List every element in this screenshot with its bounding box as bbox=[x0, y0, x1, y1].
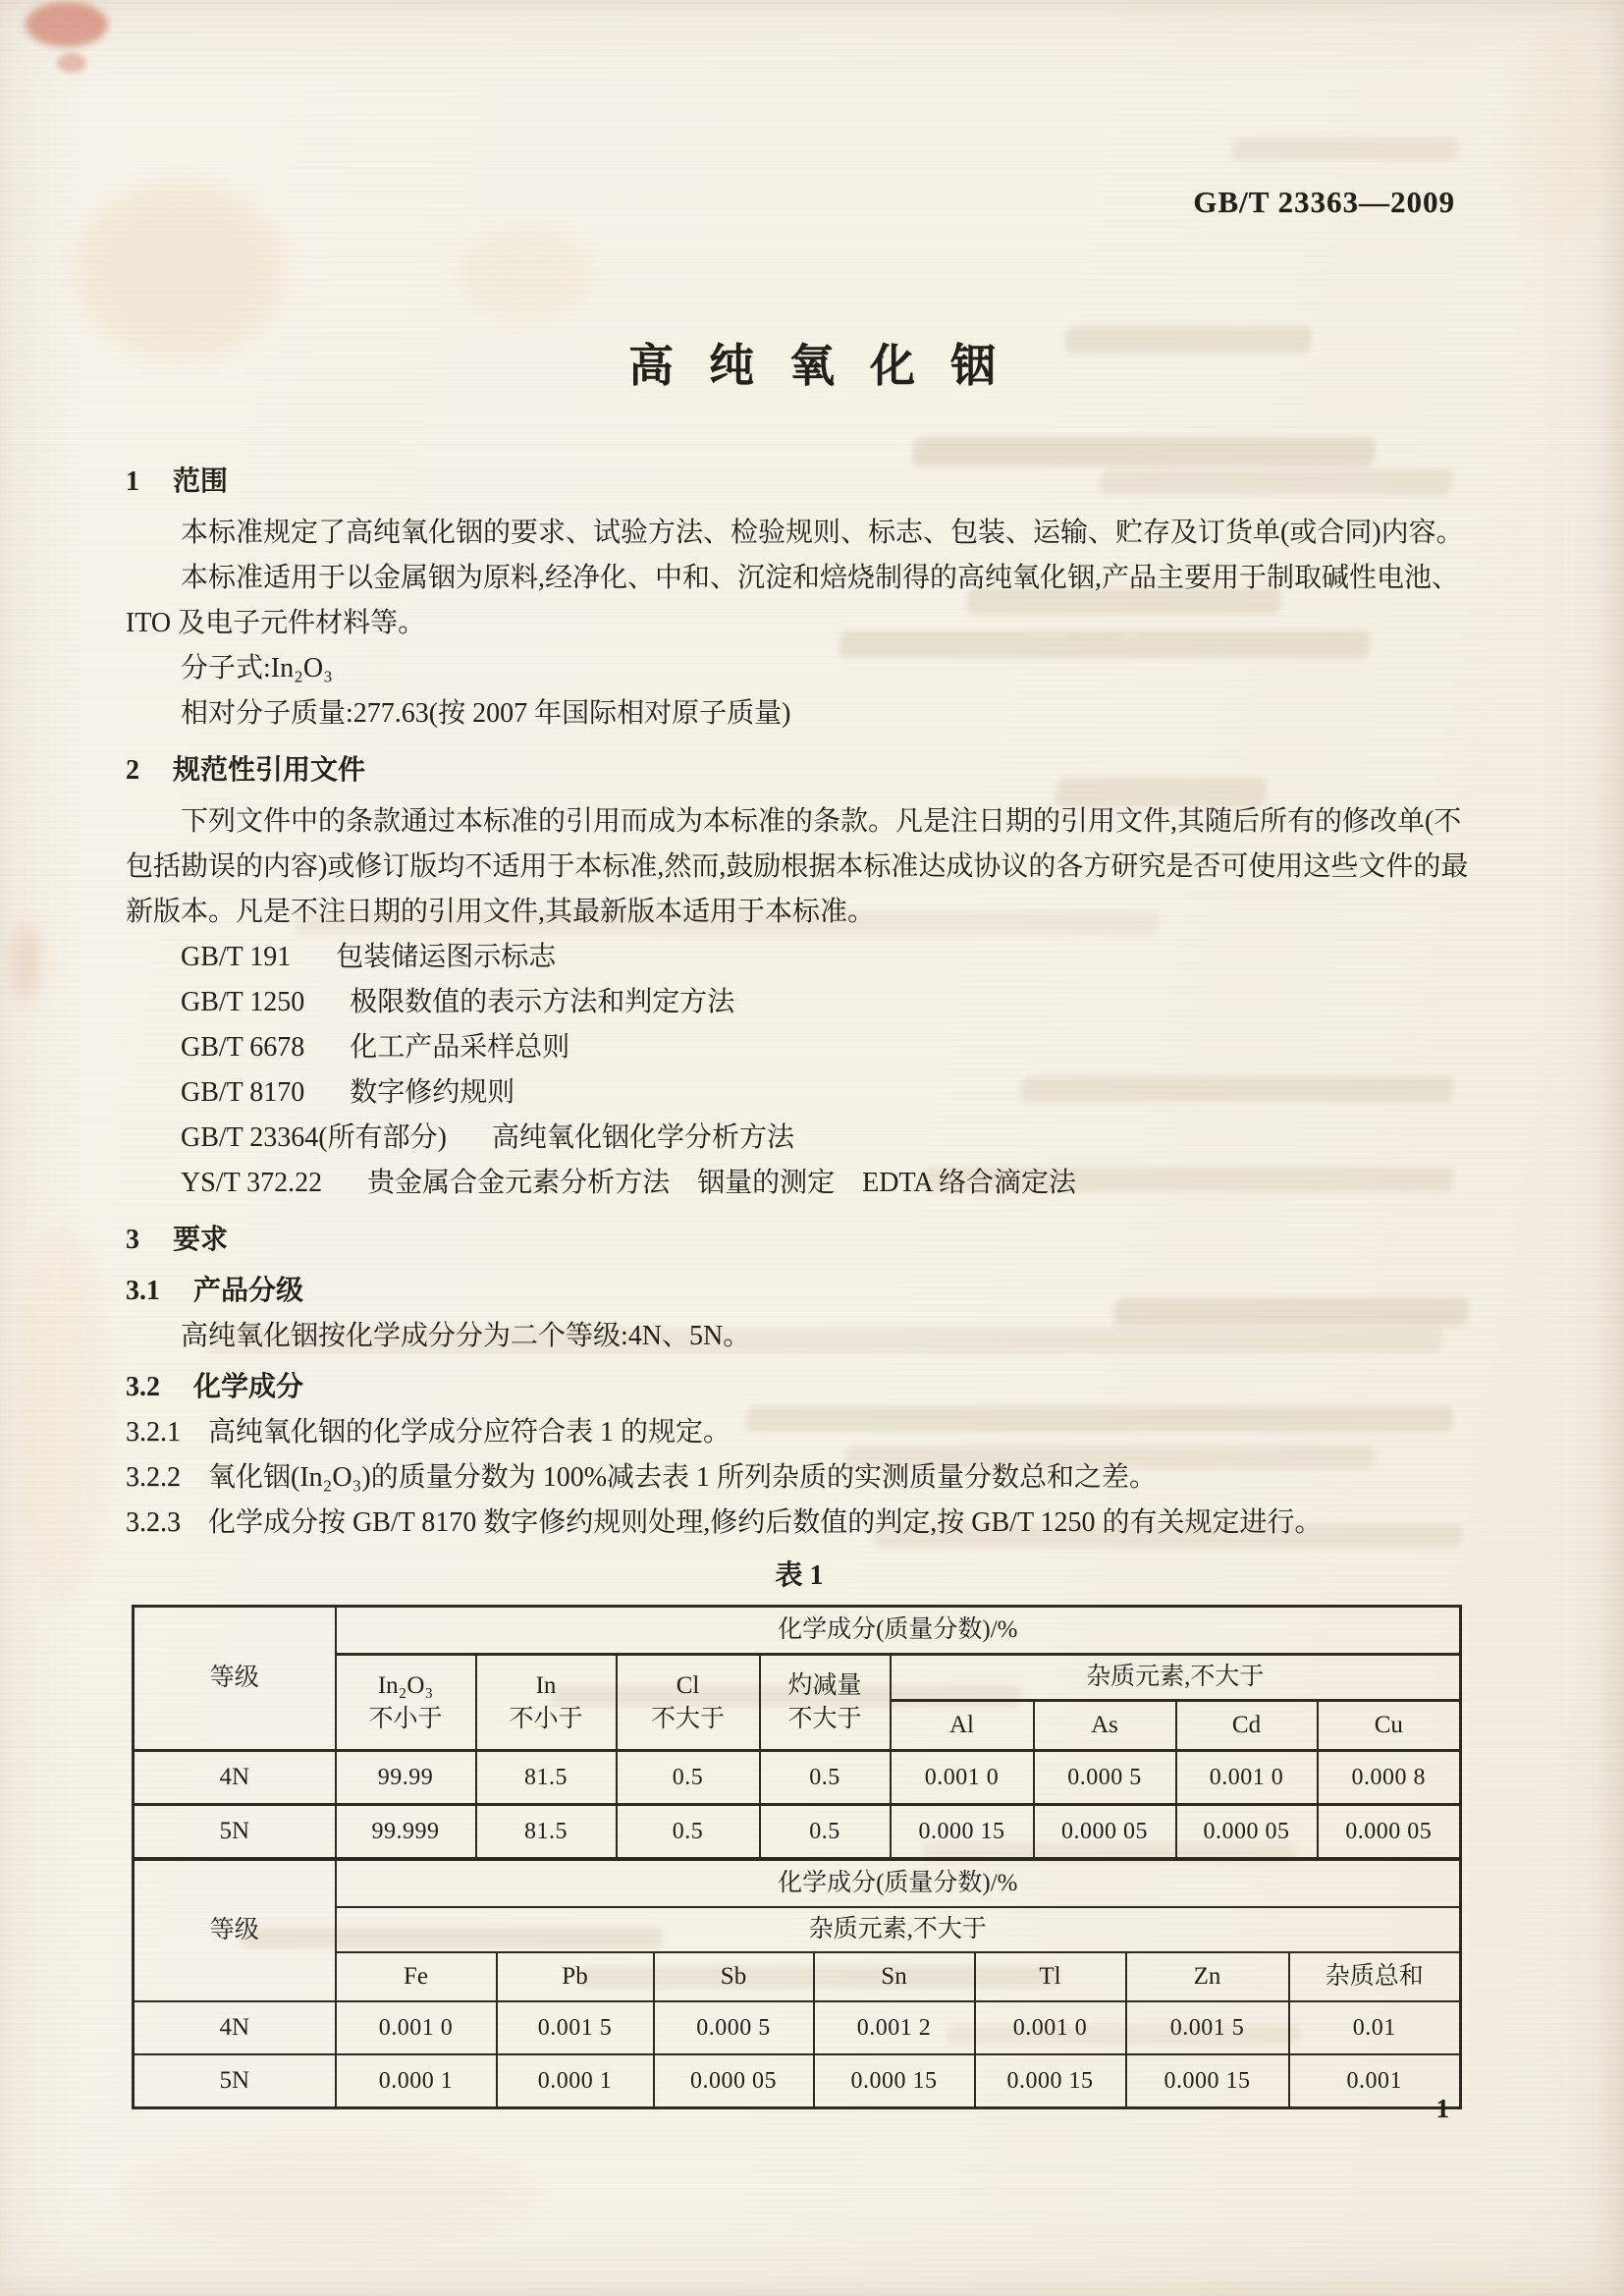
table-cell: 0.000 15 bbox=[975, 2054, 1126, 2108]
reference-item bbox=[181, 1070, 1473, 1116]
table-cell: 0.5 bbox=[760, 1751, 891, 1805]
table-cell: 0.000 05 bbox=[1176, 1805, 1318, 1859]
column-header-impurity-total: 杂质总和 bbox=[1289, 1952, 1461, 2001]
table-1-caption: 表 1 bbox=[775, 1560, 824, 1591]
limit-condition: 不小于 bbox=[368, 1705, 443, 1732]
table-cell: 0.000 8 bbox=[1318, 1751, 1461, 1805]
table-cell: 0.001 0 bbox=[336, 2001, 497, 2054]
normative-references-paragraph: 下列文件中的条款通过本标准的引用而成为本标准的条款。凡是注日期的引用文件,其随后所有的修改单(不包括勘误的内容)或修订版均不适用于本标准,然而,鼓励根据本标准达成协议的各方研究是否可使用这些文件的最新版本。凡是不注日期的引用文件,其最新版本适用于本标准。 bbox=[126, 806, 1469, 927]
reference-code: GB/T 191 bbox=[181, 942, 292, 972]
table-cell: 99.999 bbox=[336, 1805, 476, 1859]
paper-stain bbox=[18, 1228, 111, 1601]
column-header-sb: Sb bbox=[654, 1952, 814, 2001]
column-header-al: Al bbox=[891, 1701, 1034, 1751]
section-title: 规范性引用文件 bbox=[173, 755, 366, 786]
molecular-formula: 分子式:In₂O₃ bbox=[181, 653, 333, 683]
table-cell: 81.5 bbox=[476, 1751, 617, 1805]
table-cell: 0.000 5 bbox=[1034, 1751, 1176, 1805]
table-cell: 81.5 bbox=[476, 1805, 617, 1859]
table-cell: 99.99 bbox=[336, 1751, 476, 1805]
impurity-group-header: 杂质元素,不大于 bbox=[891, 1655, 1461, 1701]
table-cell: 0.001 2 bbox=[814, 2001, 975, 2054]
column-header-as: As bbox=[1034, 1701, 1176, 1751]
page-number: 1 bbox=[1435, 2094, 1449, 2123]
reference-item bbox=[181, 1161, 1473, 1206]
section-title: 要求 bbox=[173, 1225, 229, 1255]
column-header-cu: Cu bbox=[1318, 1701, 1461, 1751]
reference-code: GB/T 23364(所有部分) bbox=[181, 1122, 447, 1153]
reference-list bbox=[126, 935, 1473, 1206]
section-title: 范围 bbox=[173, 466, 229, 497]
table-row bbox=[134, 1860, 1461, 1908]
column-header-sn: Sn bbox=[814, 1952, 975, 2001]
reference-item bbox=[181, 980, 1473, 1025]
table-cell: 0.000 1 bbox=[336, 2054, 497, 2108]
paper-stain bbox=[460, 228, 592, 321]
reference-code: GB/T 6678 bbox=[181, 1032, 305, 1063]
table-row bbox=[134, 1607, 1461, 1655]
reference-code: GB/T 1250 bbox=[181, 987, 305, 1017]
reference-item bbox=[181, 1116, 1473, 1161]
table-cell: 0.000 05 bbox=[1318, 1805, 1461, 1859]
section-3-2-heading bbox=[126, 1365, 1473, 1410]
composition-group-header: 化学成分(质量分数)/% bbox=[336, 1860, 1461, 1908]
clause-number: 3.2.1 bbox=[126, 1417, 181, 1448]
reference-title: 极限数值的表示方法和判定方法 bbox=[350, 987, 735, 1017]
section-number: 3 bbox=[126, 1225, 139, 1255]
table-cell: 0.001 5 bbox=[497, 2001, 654, 2054]
grade-cell: 4N bbox=[134, 1751, 336, 1805]
reference-item bbox=[181, 935, 1473, 980]
scope-paragraph-2: 本标准适用于以金属铟为原料,经净化、中和、沉淀和焙烧制得的高纯氧化铟,产品主要用于制取碱性电池、ITO 及电子元件材料等。 bbox=[126, 563, 1460, 638]
section-3-1-heading bbox=[126, 1269, 1473, 1314]
table-cell: 0.000 15 bbox=[814, 2054, 975, 2108]
paper-stain bbox=[1512, 29, 1600, 246]
section-2-heading bbox=[126, 748, 1473, 793]
limit-condition: 不大于 bbox=[787, 1705, 862, 1732]
section-number: 3.1 bbox=[126, 1276, 160, 1306]
composition-group-header: 化学成分(质量分数)/% bbox=[336, 1607, 1461, 1655]
table-cell: 0.001 5 bbox=[1126, 2001, 1289, 2054]
column-header-cl bbox=[617, 1655, 760, 1751]
reference-code: GB/T 8170 bbox=[181, 1077, 305, 1108]
element-symbol: In bbox=[535, 1671, 557, 1699]
table-cell: 0.001 0 bbox=[1176, 1751, 1318, 1805]
table-row-4n bbox=[134, 1751, 1461, 1805]
table-cell: 0.000 15 bbox=[891, 1805, 1034, 1859]
table-cell: 0.001 0 bbox=[975, 2001, 1126, 2054]
table-row-4n bbox=[134, 2001, 1461, 2054]
reference-title: 数字修约规则 bbox=[350, 1077, 515, 1108]
table-cell: 0.5 bbox=[760, 1805, 891, 1859]
column-header-in2o3 bbox=[336, 1655, 476, 1751]
section-3-heading bbox=[126, 1218, 1473, 1263]
section-title: 化学成分 bbox=[193, 1372, 304, 1402]
section-number: 2 bbox=[126, 755, 139, 786]
limit-condition: 不大于 bbox=[650, 1705, 725, 1732]
element-symbol: 灼减量 bbox=[787, 1671, 862, 1699]
column-header-loss-on-ignition bbox=[760, 1655, 891, 1751]
table-cell: 0.000 5 bbox=[654, 2001, 814, 2054]
reference-title: 包装储运图示标志 bbox=[336, 942, 557, 972]
clause-3-2-1 bbox=[126, 1410, 1473, 1455]
table-cell: 0.001 0 bbox=[891, 1751, 1034, 1805]
reference-title: 化工产品采样总则 bbox=[350, 1032, 570, 1063]
clause-number: 3.2.3 bbox=[126, 1507, 181, 1538]
table-cell: 0.000 05 bbox=[654, 2054, 814, 2108]
document-body bbox=[126, 460, 1473, 2109]
column-header-zn: Zn bbox=[1126, 1952, 1289, 2001]
paper-stain bbox=[118, 2141, 540, 2249]
table-row-5n bbox=[134, 1805, 1461, 1859]
table-cell: 0.01 bbox=[1289, 2001, 1461, 2054]
clause-3-2-2 bbox=[126, 1455, 1473, 1501]
grade-cell: 5N bbox=[134, 1805, 336, 1859]
table-cell: 0.001 bbox=[1289, 2054, 1461, 2108]
limit-condition: 不小于 bbox=[509, 1705, 583, 1732]
grading-paragraph: 高纯氧化铟按化学成分分为二个等级:4N、5N。 bbox=[181, 1321, 751, 1351]
table-cell: 0.5 bbox=[617, 1751, 760, 1805]
document-title: 高纯氧化铟 bbox=[628, 341, 1031, 391]
grade-column-header: 等级 bbox=[134, 1860, 336, 2002]
standard-code: GB/T 23363—2009 bbox=[1193, 185, 1455, 219]
bleedthrough-smudge bbox=[1231, 137, 1459, 161]
table-cell: 0.000 1 bbox=[497, 2054, 654, 2108]
red-ink-dot bbox=[57, 53, 86, 73]
table-cell: 0.000 15 bbox=[1126, 2054, 1289, 2108]
column-header-in bbox=[476, 1655, 617, 1751]
grade-cell: 4N bbox=[134, 2001, 336, 2054]
element-symbol: Cl bbox=[676, 1671, 700, 1699]
section-number: 3.2 bbox=[126, 1372, 160, 1402]
grade-column-header: 等级 bbox=[134, 1607, 336, 1751]
paper-stain bbox=[14, 923, 39, 1002]
impurity-group-header: 杂质元素,不大于 bbox=[336, 1907, 1461, 1952]
table-1-lower bbox=[132, 1858, 1462, 2109]
clause-text: 氧化铟(In₂O₃)的质量分数为 100%减去表 1 所列杂质的实测质量分数总和之差。 bbox=[208, 1462, 1158, 1493]
section-number: 1 bbox=[126, 466, 139, 497]
grade-cell: 5N bbox=[134, 2054, 336, 2108]
table-cell: 0.000 05 bbox=[1034, 1805, 1176, 1859]
clause-text: 化学成分按 GB/T 8170 数字修约规则处理,修约后数值的判定,按 GB/T 1250 的有关规定进行。 bbox=[208, 1507, 1323, 1538]
reference-item bbox=[181, 1025, 1473, 1070]
reference-title: 贵金属合金元素分析方法 铟量的测定 EDTA 络合滴定法 bbox=[367, 1168, 1077, 1198]
clause-text: 高纯氧化铟的化学成分应符合表 1 的规定。 bbox=[208, 1417, 731, 1448]
column-header-fe: Fe bbox=[336, 1952, 497, 2001]
table-1-upper bbox=[132, 1605, 1462, 1860]
table-cell: 0.5 bbox=[617, 1805, 760, 1859]
molar-mass-line: 相对分子质量:277.63(按 2007 年国际相对原子质量) bbox=[181, 698, 791, 729]
column-header-tl: Tl bbox=[975, 1952, 1126, 2001]
element-symbol: In₂O₃ bbox=[377, 1671, 434, 1699]
section-title: 产品分级 bbox=[193, 1276, 304, 1306]
reference-title: 高纯氧化铟化学分析方法 bbox=[491, 1122, 794, 1153]
clause-number: 3.2.2 bbox=[126, 1462, 181, 1493]
table-row-5n bbox=[134, 2054, 1461, 2108]
scope-paragraph-1: 本标准规定了高纯氧化铟的要求、试验方法、检验规则、标志、包装、运输、贮存及订货单(或合同)内容。 bbox=[181, 518, 1464, 548]
clause-3-2-3 bbox=[126, 1501, 1473, 1546]
column-header-cd: Cd bbox=[1176, 1701, 1318, 1751]
section-1-heading bbox=[126, 460, 1473, 505]
column-header-pb: Pb bbox=[497, 1952, 654, 2001]
reference-code: YS/T 372.22 bbox=[181, 1168, 323, 1198]
red-ink-stain bbox=[26, 2, 108, 47]
